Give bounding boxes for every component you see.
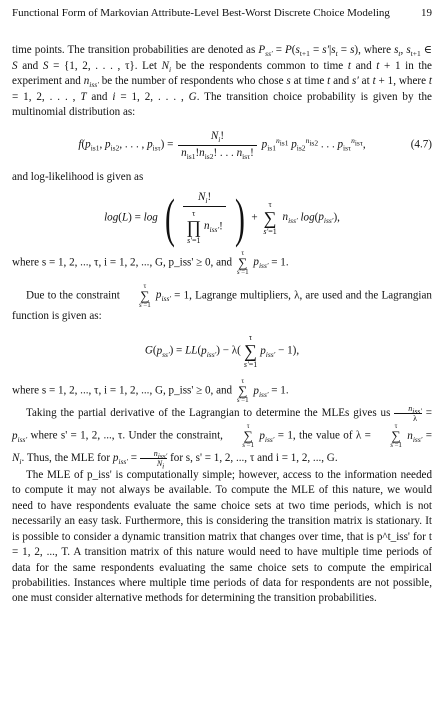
page-number: 19	[421, 7, 432, 19]
paragraph-loglik-intro: and log-likelihood is given as	[12, 171, 144, 184]
running-header	[12, 6, 432, 21]
paragraph-mle-derivation: Taking the partial derivative of the Lagrangian to determine the MLEs gives us $n_{iss'}$ λ = $p_{iss'}$ where s' = 1, 2, ..., τ. Under the constraint, τ ∑ s′=1 $p_{iss'} = 1$, the value of λ = τ ∑ s′=1 $n_{iss'} = N_i$. Thus, the MLE for $p_{iss'}$ = $n_{iss'}$ $N_i$ for s, s' = 1, 2, ..., τ and i = 1, 2, ..., G.	[12, 404, 433, 471]
equation-number: (4.7)	[410, 138, 432, 151]
paragraph-lagrange: Due to the constraint τ ∑ s′=1 $p_{iss'} = 1$, Lagrange multipliers, λ, are used and the Lagrangian function is given as:	[12, 281, 432, 322]
where-clause-2: where s = 1, 2, ..., τ, i = 1, 2, ..., G, p_iss' ≥ 0, and τ ∑ s′=1 $p_{iss'} = 1$.	[12, 377, 289, 405]
p1-lead: time points. The transition probabilities are denoted as	[12, 44, 256, 57]
where-clause-1: where s = 1, 2, ..., τ, i = 1, 2, ..., G, p_iss' ≥ 0, and τ ∑ s′=1 $p_{iss'} = 1$.	[12, 248, 289, 276]
equation-loglik: log(L) = log ( $N_i$! τ ∏ s′=1 $n_{iss'}$! ) + τ ∑ s′=1 $n_{iss'}$ $\log(p_{iss'})$,	[104, 187, 340, 248]
paragraph-discussion: The MLE of p_iss' is computationally simple; however, access to the information needed to compute it may not always be available. To compute the MLE of this nature, we would need to have respondents evaluate the same choice sets at two time periods, which is not necessarily an easy task. Furthermore, this is considering the transition matrix is stationary. It is possible to consider a dynamic transition matrix that changes over time, that is p^t_iss' for t = 1, 2, ..., T. A transition matrix of this nature would need to have multiple time periods of data for the same respondents evaluating the same choice sets to compute the empirical probabilities. Instances where multiple time periods of data for respondents are not possible, one must consider alternative methods for determining the transition probabilities.	[12, 469, 432, 605]
equation-4-7: $f(p_{is1}$, $p_{is2}$, . . . , $p_{is\tau}$) = $\frac{N_i!}{n_{is1}!n_{is2}! . . . n_{is\tau}!}$ $p_{is1}^{n_{is1}}$ $p_{is2}^{n_{is2}}$ . . . $p_{is\tau}^{n_{is\tau}}$, (4.7)	[78, 130, 432, 162]
equation-lagrangian: $G(p_{ss'}) = LL(p_{iss'}) - \lambda$( τ ∑ s′=1 $p_{iss'} - 1$),	[144, 333, 300, 370]
header-title: Functional Form of Markovian Attribute-Level Best-Worst Discrete Choice Modeling	[12, 7, 390, 19]
paragraph-transition: time points. The transition probabilities are denoted as $P_{ss'} = P(s_{t+1} = s'|s_t = s)$, where $s_t$, $s_{t+1}$ ∈ S and S = {1, 2, . . . , τ}. Let $N_i$ be the respondents common to time t and t + 1 in the experiment and $n_{iss'}$ be the number of respondents who chose s at time t and s′ at t + 1, where t = 1, 2, . . . , T and i = 1, 2, . . . , G. The transition choice probability is given by the multinomial distribution as:	[12, 44, 433, 119]
